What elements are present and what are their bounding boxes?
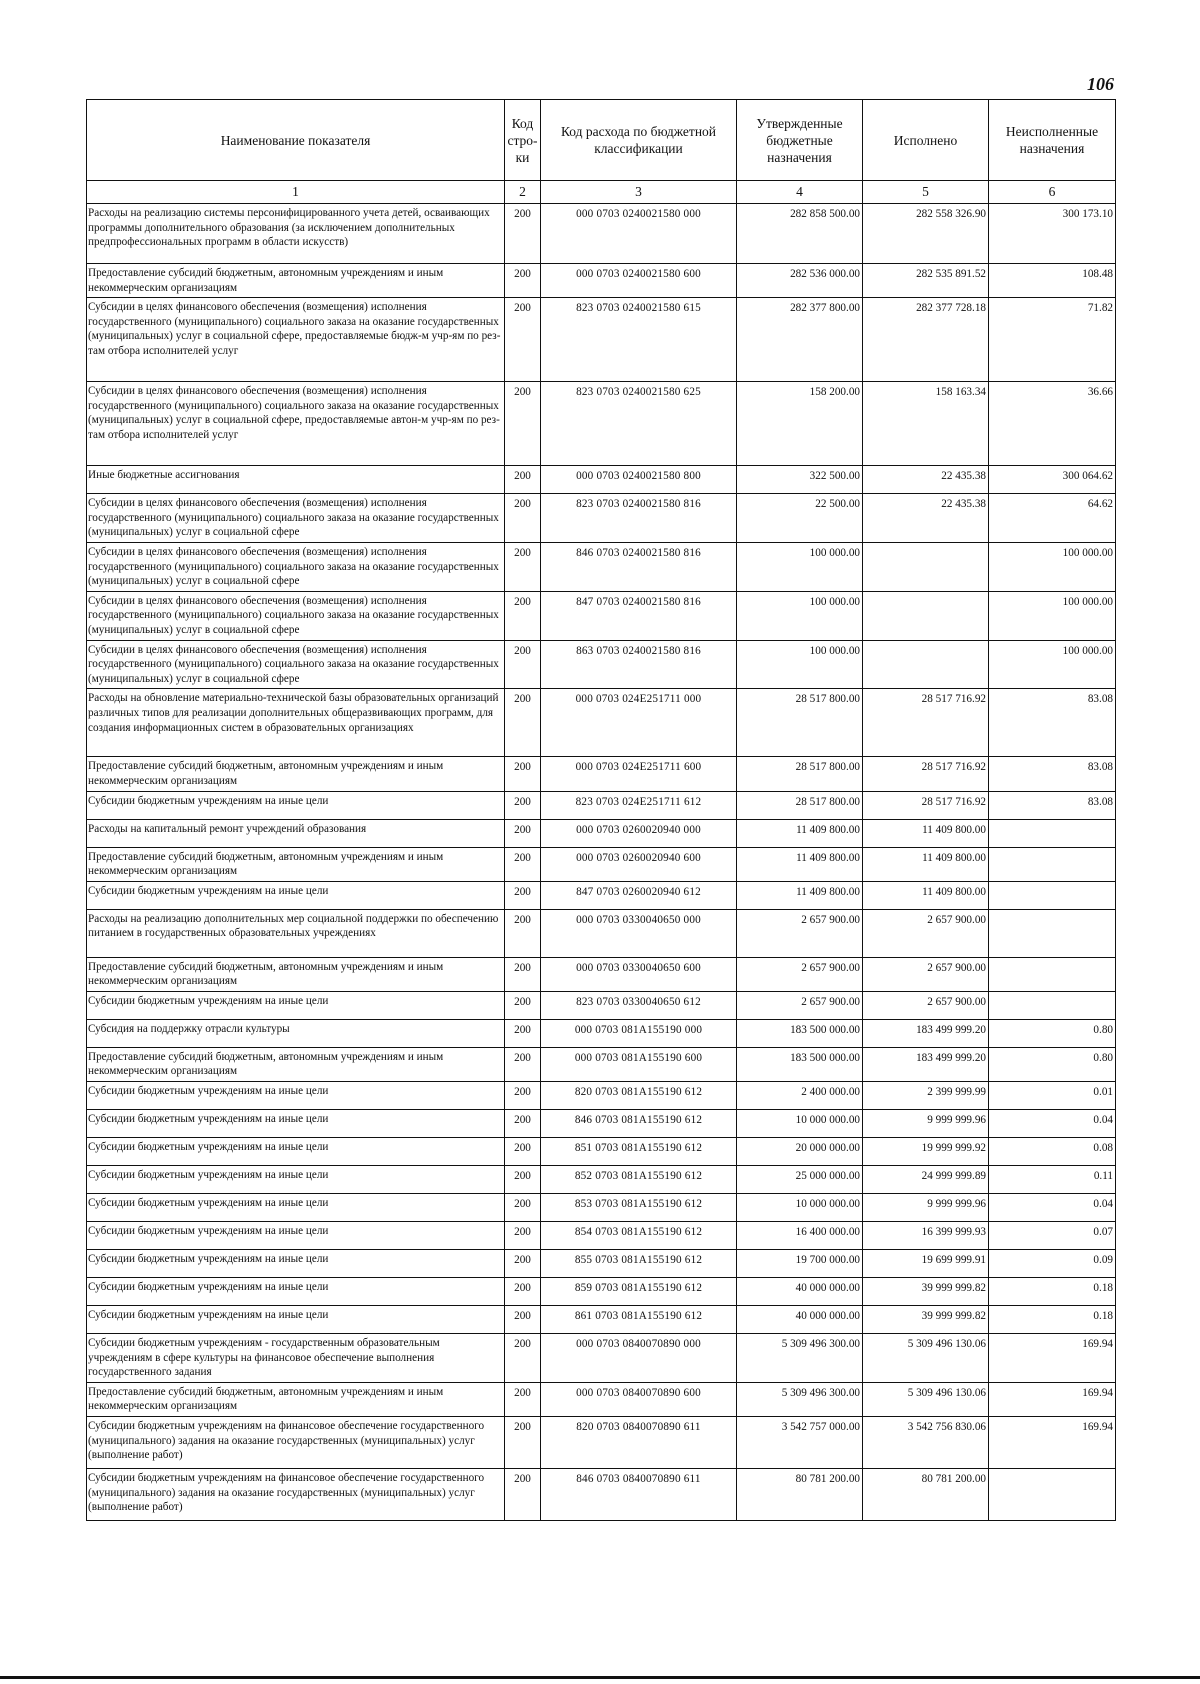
approved-amount: 19 700 000.00 <box>737 1250 863 1278</box>
header-line-code: Код стро-ки <box>505 100 541 181</box>
expense-code: 851 0703 081A155190 612 <box>541 1138 737 1166</box>
table-row <box>87 1138 1116 1166</box>
executed-amount: 282 558 326.90 <box>863 204 989 264</box>
column-number-row <box>87 181 1116 204</box>
line-code: 200 <box>505 957 541 991</box>
unexecuted-amount: 0.01 <box>989 1082 1116 1110</box>
header-unexecuted: Неисполненные назначения <box>989 100 1116 181</box>
table-row <box>87 494 1116 543</box>
table-row <box>87 1382 1116 1416</box>
line-code: 200 <box>505 1334 541 1383</box>
expense-code: 823 0703 0240021580 625 <box>541 382 737 466</box>
indicator-name: Субсидии в целях финансового обеспечения (возмещения) исполнения государственного (муниципального) социального заказа на оказание государственных (муниципальных) услуг в социальной сфере, предоставляемые автон-м учр-ям по рез-там отбора исполнителей услуг <box>87 382 505 466</box>
indicator-name: Субсидии бюджетным учреждениям на иные цели <box>87 1222 505 1250</box>
approved-amount: 183 500 000.00 <box>737 1047 863 1081</box>
approved-amount: 28 517 800.00 <box>737 689 863 757</box>
approved-amount: 282 377 800.00 <box>737 298 863 382</box>
executed-amount: 282 377 728.18 <box>863 298 989 382</box>
unexecuted-amount: 0.09 <box>989 1250 1116 1278</box>
line-code: 200 <box>505 1194 541 1222</box>
line-code: 200 <box>505 1019 541 1047</box>
line-code: 200 <box>505 1250 541 1278</box>
table-row <box>87 957 1116 991</box>
expense-code: 000 0703 0240021580 800 <box>541 466 737 494</box>
unexecuted-amount: 100 000.00 <box>989 542 1116 591</box>
unexecuted-amount: 83.08 <box>989 757 1116 791</box>
expense-code: 863 0703 0240021580 816 <box>541 640 737 689</box>
table-row <box>87 264 1116 298</box>
table-row <box>87 1222 1116 1250</box>
unexecuted-amount: 83.08 <box>989 791 1116 819</box>
expense-code: 000 0703 0240021580 000 <box>541 204 737 264</box>
executed-amount: 28 517 716.92 <box>863 689 989 757</box>
table-row <box>87 1166 1116 1194</box>
indicator-name: Предоставление субсидий бюджетным, автономным учреждениям и иным некоммерческим организациям <box>87 264 505 298</box>
approved-amount: 11 409 800.00 <box>737 819 863 847</box>
indicator-name: Предоставление субсидий бюджетным, автономным учреждениям и иным некоммерческим организациям <box>87 1047 505 1081</box>
line-code: 200 <box>505 1417 541 1469</box>
approved-amount: 40 000 000.00 <box>737 1306 863 1334</box>
table-row <box>87 991 1116 1019</box>
table-row <box>87 640 1116 689</box>
expense-code: 000 0703 0330040650 600 <box>541 957 737 991</box>
expense-code: 847 0703 0240021580 816 <box>541 591 737 640</box>
approved-amount: 3 542 757 000.00 <box>737 1417 863 1469</box>
line-code: 200 <box>505 991 541 1019</box>
expense-code: 000 0703 024E251711 600 <box>541 757 737 791</box>
column-number: 3 <box>541 181 737 204</box>
column-number: 6 <box>989 181 1116 204</box>
line-code: 200 <box>505 689 541 757</box>
line-code: 200 <box>505 1382 541 1416</box>
indicator-name: Расходы на реализацию системы персонифицированного учета детей, осваивающих программы дополнительного образования (за исключением дополнительных предпрофессиональных программ в области искусств) <box>87 204 505 264</box>
executed-amount: 11 409 800.00 <box>863 847 989 881</box>
indicator-name: Субсидии бюджетным учреждениям - государственным образовательным учреждениям в сфере культуры на финансовое обеспечение выполнения государственного задания <box>87 1334 505 1383</box>
approved-amount: 40 000 000.00 <box>737 1278 863 1306</box>
executed-amount: 183 499 999.20 <box>863 1047 989 1081</box>
indicator-name: Расходы на капитальный ремонт учреждений образования <box>87 819 505 847</box>
line-code: 200 <box>505 494 541 543</box>
unexecuted-amount: 169.94 <box>989 1334 1116 1383</box>
executed-amount: 28 517 716.92 <box>863 757 989 791</box>
unexecuted-amount <box>989 881 1116 909</box>
approved-amount: 10 000 000.00 <box>737 1110 863 1138</box>
executed-amount: 158 163.34 <box>863 382 989 466</box>
expense-code: 846 0703 0240021580 816 <box>541 542 737 591</box>
indicator-name: Предоставление субсидий бюджетным, автономным учреждениям и иным некоммерческим организациям <box>87 1382 505 1416</box>
indicator-name: Субсидии бюджетным учреждениям на иные цели <box>87 1138 505 1166</box>
line-code: 200 <box>505 1047 541 1081</box>
expense-code: 820 0703 0840070890 611 <box>541 1417 737 1469</box>
executed-amount: 80 781 200.00 <box>863 1469 989 1521</box>
line-code: 200 <box>505 466 541 494</box>
unexecuted-amount: 108.48 <box>989 264 1116 298</box>
indicator-name: Расходы на реализацию дополнительных мер социальной поддержки по обеспечению питанием в государственных образовательных учреждениях <box>87 909 505 957</box>
indicator-name: Расходы на обновление материально-технической базы образовательных организаций различных типов для реализации дополнительных общеразвивающих программ, для создания информационных систем в образовательных организациях <box>87 689 505 757</box>
column-number: 1 <box>87 181 505 204</box>
unexecuted-amount: 100 000.00 <box>989 591 1116 640</box>
unexecuted-amount: 0.80 <box>989 1019 1116 1047</box>
line-code: 200 <box>505 1222 541 1250</box>
unexecuted-amount: 83.08 <box>989 689 1116 757</box>
approved-amount: 282 536 000.00 <box>737 264 863 298</box>
line-code: 200 <box>505 640 541 689</box>
expense-code: 000 0703 0330040650 000 <box>541 909 737 957</box>
indicator-name: Субсидии бюджетным учреждениям на финансовое обеспечение государственного (муниципального) задания на оказание государственных (муниципальных) услуг (выполнение работ) <box>87 1417 505 1469</box>
header-approved: Утвержденные бюджетные назначения <box>737 100 863 181</box>
column-number: 5 <box>863 181 989 204</box>
executed-amount: 28 517 716.92 <box>863 791 989 819</box>
approved-amount: 80 781 200.00 <box>737 1469 863 1521</box>
line-code: 200 <box>505 204 541 264</box>
approved-amount: 22 500.00 <box>737 494 863 543</box>
approved-amount: 158 200.00 <box>737 382 863 466</box>
line-code: 200 <box>505 264 541 298</box>
approved-amount: 10 000 000.00 <box>737 1194 863 1222</box>
indicator-name: Субсидии бюджетным учреждениям на финансовое обеспечение государственного (муниципального) задания на оказание государственных (муниципальных) услуг (выполнение работ) <box>87 1469 505 1521</box>
unexecuted-amount: 0.11 <box>989 1166 1116 1194</box>
expense-code: 853 0703 081A155190 612 <box>541 1194 737 1222</box>
unexecuted-amount: 300 173.10 <box>989 204 1116 264</box>
expense-code: 000 0703 0240021580 600 <box>541 264 737 298</box>
approved-amount: 5 309 496 300.00 <box>737 1382 863 1416</box>
table-row <box>87 819 1116 847</box>
indicator-name: Субсидии бюджетным учреждениям на иные цели <box>87 1250 505 1278</box>
line-code: 200 <box>505 881 541 909</box>
table-header-row <box>87 100 1116 181</box>
line-code: 200 <box>505 1110 541 1138</box>
expense-code: 861 0703 081A155190 612 <box>541 1306 737 1334</box>
unexecuted-amount: 0.80 <box>989 1047 1116 1081</box>
unexecuted-amount <box>989 1469 1116 1521</box>
executed-amount: 282 535 891.52 <box>863 264 989 298</box>
unexecuted-amount: 169.94 <box>989 1417 1116 1469</box>
unexecuted-amount: 100 000.00 <box>989 640 1116 689</box>
expense-code: 846 0703 081A155190 612 <box>541 1110 737 1138</box>
expense-code: 855 0703 081A155190 612 <box>541 1250 737 1278</box>
indicator-name: Субсидии бюджетным учреждениям на иные цели <box>87 881 505 909</box>
approved-amount: 25 000 000.00 <box>737 1166 863 1194</box>
executed-amount: 11 409 800.00 <box>863 881 989 909</box>
executed-amount: 2 657 900.00 <box>863 957 989 991</box>
table-row <box>87 542 1116 591</box>
unexecuted-amount: 0.04 <box>989 1194 1116 1222</box>
page-bottom-border <box>0 1676 1200 1679</box>
line-code: 200 <box>505 1166 541 1194</box>
unexecuted-amount: 0.18 <box>989 1306 1116 1334</box>
executed-amount: 24 999 999.89 <box>863 1166 989 1194</box>
unexecuted-amount <box>989 909 1116 957</box>
unexecuted-amount: 0.18 <box>989 1278 1116 1306</box>
line-code: 200 <box>505 1306 541 1334</box>
executed-amount: 22 435.38 <box>863 494 989 543</box>
unexecuted-amount <box>989 847 1116 881</box>
approved-amount: 183 500 000.00 <box>737 1019 863 1047</box>
executed-amount: 5 309 496 130.06 <box>863 1382 989 1416</box>
approved-amount: 28 517 800.00 <box>737 757 863 791</box>
unexecuted-amount <box>989 957 1116 991</box>
indicator-name: Субсидии в целях финансового обеспечения (возмещения) исполнения государственного (муниципального) социального заказа на оказание государственных (муниципальных) услуг в социальной сфере <box>87 640 505 689</box>
executed-amount <box>863 591 989 640</box>
expense-code: 859 0703 081A155190 612 <box>541 1278 737 1306</box>
approved-amount: 11 409 800.00 <box>737 847 863 881</box>
indicator-name: Субсидии в целях финансового обеспечения (возмещения) исполнения государственного (муниципального) социального заказа на оказание государственных (муниципальных) услуг в социальной сфере <box>87 591 505 640</box>
budget-execution-table <box>86 99 1116 1521</box>
executed-amount: 9 999 999.96 <box>863 1194 989 1222</box>
indicator-name: Субсидии бюджетным учреждениям на иные цели <box>87 1082 505 1110</box>
line-code: 200 <box>505 791 541 819</box>
table-row <box>87 791 1116 819</box>
executed-amount <box>863 542 989 591</box>
indicator-name: Предоставление субсидий бюджетным, автономным учреждениям и иным некоммерческим организациям <box>87 847 505 881</box>
table-row <box>87 204 1116 264</box>
executed-amount: 9 999 999.96 <box>863 1110 989 1138</box>
approved-amount: 2 657 900.00 <box>737 957 863 991</box>
table-row <box>87 1469 1116 1521</box>
table-row <box>87 591 1116 640</box>
unexecuted-amount: 36.66 <box>989 382 1116 466</box>
unexecuted-amount: 64.62 <box>989 494 1116 543</box>
table-row <box>87 1278 1116 1306</box>
executed-amount: 183 499 999.20 <box>863 1019 989 1047</box>
approved-amount: 2 400 000.00 <box>737 1082 863 1110</box>
approved-amount: 20 000 000.00 <box>737 1138 863 1166</box>
table-row <box>87 847 1116 881</box>
indicator-name: Субсидии в целях финансового обеспечения (возмещения) исполнения государственного (муниципального) социального заказа на оказание государственных (муниципальных) услуг в социальной сфере, предоставляемые бюдж-м учр-ям по рез-там отбора исполнителей услуг <box>87 298 505 382</box>
expense-code: 846 0703 0840070890 611 <box>541 1469 737 1521</box>
indicator-name: Иные бюджетные ассигнования <box>87 466 505 494</box>
expense-code: 000 0703 024E251711 000 <box>541 689 737 757</box>
approved-amount: 5 309 496 300.00 <box>737 1334 863 1383</box>
expense-code: 000 0703 0260020940 600 <box>541 847 737 881</box>
table-row <box>87 1019 1116 1047</box>
header-indicator-name: Наименование показателя <box>87 100 505 181</box>
table-row <box>87 1110 1116 1138</box>
indicator-name: Субсидии бюджетным учреждениям на иные цели <box>87 1306 505 1334</box>
executed-amount: 16 399 999.93 <box>863 1222 989 1250</box>
line-code: 200 <box>505 1138 541 1166</box>
unexecuted-amount <box>989 819 1116 847</box>
approved-amount: 28 517 800.00 <box>737 791 863 819</box>
unexecuted-amount: 0.07 <box>989 1222 1116 1250</box>
approved-amount: 2 657 900.00 <box>737 991 863 1019</box>
line-code: 200 <box>505 591 541 640</box>
approved-amount: 2 657 900.00 <box>737 909 863 957</box>
unexecuted-amount: 71.82 <box>989 298 1116 382</box>
expense-code: 820 0703 081A155190 612 <box>541 1082 737 1110</box>
expense-code: 823 0703 0240021580 816 <box>541 494 737 543</box>
table-row <box>87 881 1116 909</box>
approved-amount: 16 400 000.00 <box>737 1222 863 1250</box>
table-row <box>87 298 1116 382</box>
table-row <box>87 1082 1116 1110</box>
unexecuted-amount: 0.08 <box>989 1138 1116 1166</box>
approved-amount: 322 500.00 <box>737 466 863 494</box>
line-code: 200 <box>505 382 541 466</box>
unexecuted-amount: 0.04 <box>989 1110 1116 1138</box>
column-number: 4 <box>737 181 863 204</box>
indicator-name: Предоставление субсидий бюджетным, автономным учреждениям и иным некоммерческим организациям <box>87 757 505 791</box>
executed-amount <box>863 640 989 689</box>
line-code: 200 <box>505 909 541 957</box>
indicator-name: Субсидии бюджетным учреждениям на иные цели <box>87 1278 505 1306</box>
expense-code: 000 0703 081A155190 000 <box>541 1019 737 1047</box>
executed-amount: 22 435.38 <box>863 466 989 494</box>
expense-code: 823 0703 024E251711 612 <box>541 791 737 819</box>
table-row <box>87 1194 1116 1222</box>
table-row <box>87 689 1116 757</box>
line-code: 200 <box>505 1469 541 1521</box>
table-row <box>87 909 1116 957</box>
line-code: 200 <box>505 1082 541 1110</box>
header-expense-code: Код расхода по бюджетной классификации <box>541 100 737 181</box>
executed-amount: 2 399 999.99 <box>863 1082 989 1110</box>
approved-amount: 100 000.00 <box>737 591 863 640</box>
line-code: 200 <box>505 819 541 847</box>
indicator-name: Субсидии в целях финансового обеспечения (возмещения) исполнения государственного (муниципального) социального заказа на оказание государственных (муниципальных) услуг в социальной сфере <box>87 542 505 591</box>
line-code: 200 <box>505 542 541 591</box>
expense-code: 854 0703 081A155190 612 <box>541 1222 737 1250</box>
executed-amount: 39 999 999.82 <box>863 1306 989 1334</box>
line-code: 200 <box>505 847 541 881</box>
indicator-name: Субсидия на поддержку отрасли культуры <box>87 1019 505 1047</box>
indicator-name: Субсидии в целях финансового обеспечения (возмещения) исполнения государственного (муниципального) социального заказа на оказание государственных (муниципальных) услуг в социальной сфере <box>87 494 505 543</box>
unexecuted-amount: 300 064.62 <box>989 466 1116 494</box>
executed-amount: 19 999 999.92 <box>863 1138 989 1166</box>
table-row <box>87 466 1116 494</box>
approved-amount: 100 000.00 <box>737 640 863 689</box>
executed-amount: 11 409 800.00 <box>863 819 989 847</box>
table-body <box>87 204 1116 1521</box>
executed-amount: 5 309 496 130.06 <box>863 1334 989 1383</box>
unexecuted-amount: 169.94 <box>989 1382 1116 1416</box>
indicator-name: Предоставление субсидий бюджетным, автономным учреждениям и иным некоммерческим организациям <box>87 957 505 991</box>
executed-amount: 2 657 900.00 <box>863 991 989 1019</box>
expense-code: 000 0703 081A155190 600 <box>541 1047 737 1081</box>
expense-code: 000 0703 0840070890 000 <box>541 1334 737 1383</box>
indicator-name: Субсидии бюджетным учреждениям на иные цели <box>87 991 505 1019</box>
indicator-name: Субсидии бюджетным учреждениям на иные цели <box>87 1110 505 1138</box>
approved-amount: 100 000.00 <box>737 542 863 591</box>
table-row <box>87 1334 1116 1383</box>
expense-code: 000 0703 0260020940 000 <box>541 819 737 847</box>
expense-code: 823 0703 0330040650 612 <box>541 991 737 1019</box>
executed-amount: 19 699 999.91 <box>863 1250 989 1278</box>
executed-amount: 3 542 756 830.06 <box>863 1417 989 1469</box>
approved-amount: 11 409 800.00 <box>737 881 863 909</box>
indicator-name: Субсидии бюджетным учреждениям на иные цели <box>87 1166 505 1194</box>
table-row <box>87 1306 1116 1334</box>
approved-amount: 282 858 500.00 <box>737 204 863 264</box>
line-code: 200 <box>505 298 541 382</box>
line-code: 200 <box>505 1278 541 1306</box>
expense-code: 823 0703 0240021580 615 <box>541 298 737 382</box>
line-code: 200 <box>505 757 541 791</box>
expense-code: 000 0703 0840070890 600 <box>541 1382 737 1416</box>
executed-amount: 2 657 900.00 <box>863 909 989 957</box>
page-number: 106 <box>1087 74 1114 94</box>
table-row <box>87 1417 1116 1469</box>
table-row <box>87 757 1116 791</box>
table-row <box>87 382 1116 466</box>
unexecuted-amount <box>989 991 1116 1019</box>
column-number: 2 <box>505 181 541 204</box>
expense-code: 847 0703 0260020940 612 <box>541 881 737 909</box>
table-row <box>87 1250 1116 1278</box>
executed-amount: 39 999 999.82 <box>863 1278 989 1306</box>
header-executed: Исполнено <box>863 100 989 181</box>
expense-code: 852 0703 081A155190 612 <box>541 1166 737 1194</box>
indicator-name: Субсидии бюджетным учреждениям на иные цели <box>87 1194 505 1222</box>
table-row <box>87 1047 1116 1081</box>
indicator-name: Субсидии бюджетным учреждениям на иные цели <box>87 791 505 819</box>
